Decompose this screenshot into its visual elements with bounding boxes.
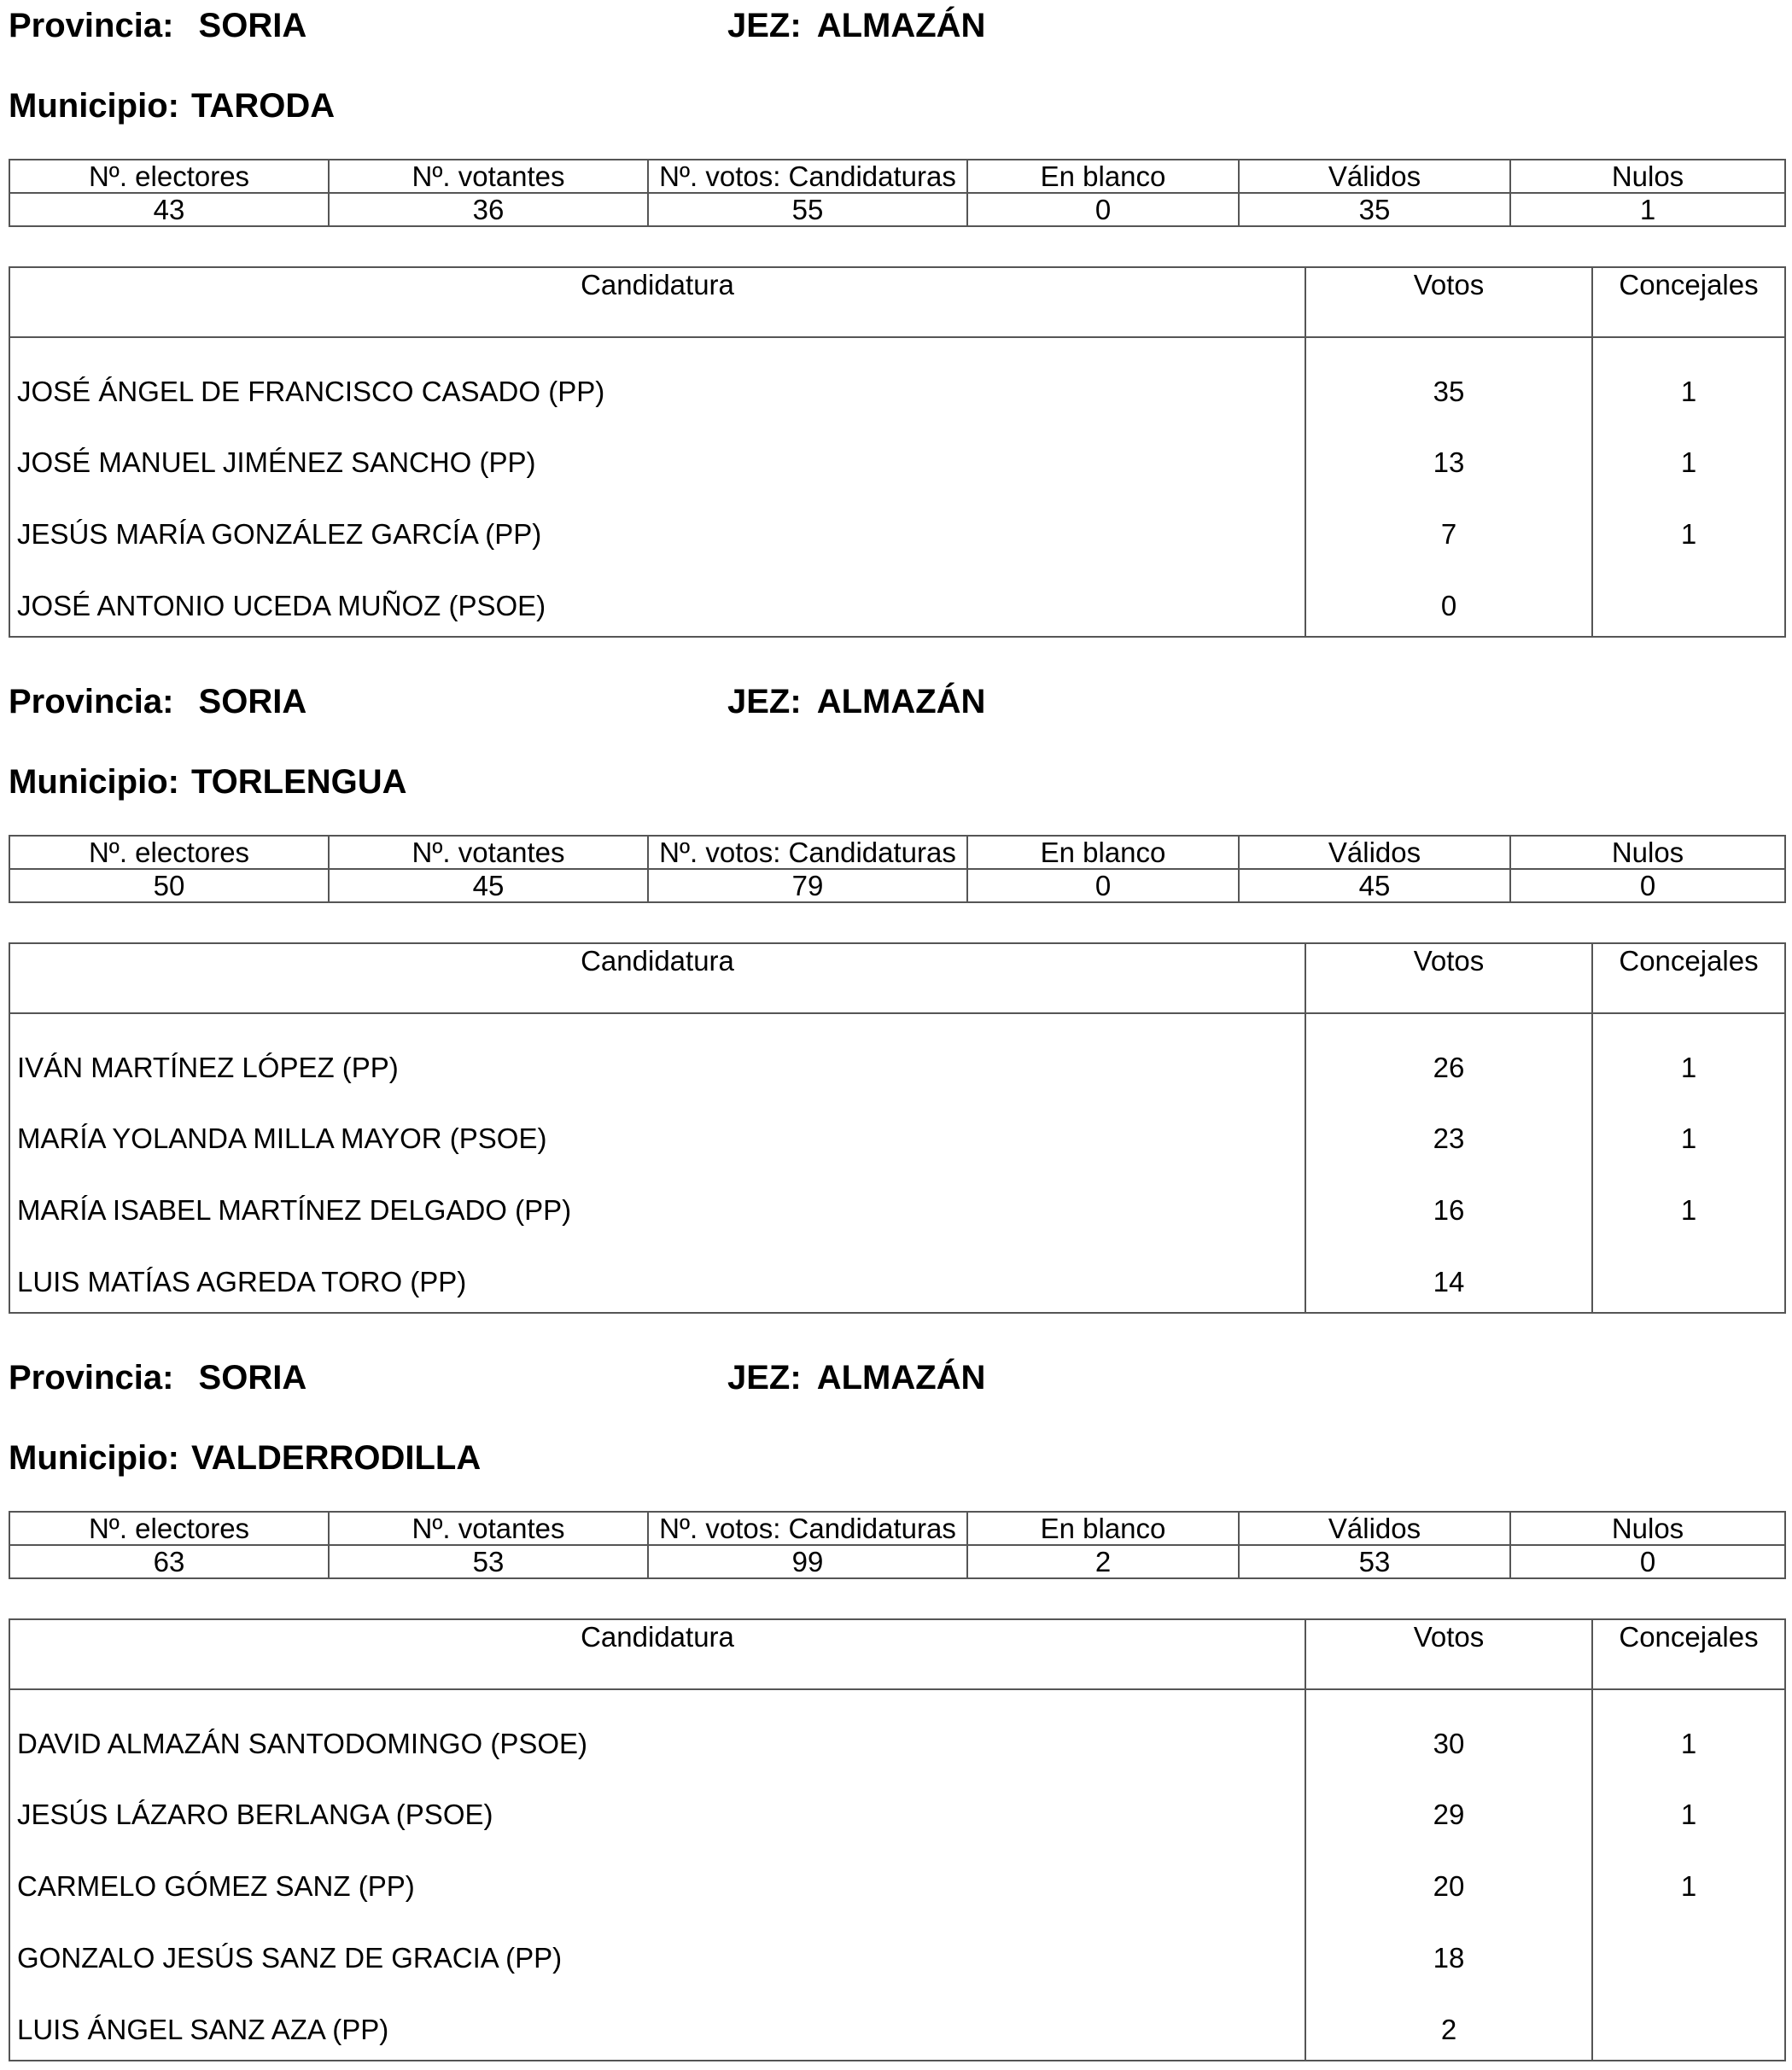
provincia-heading: [9, 1352, 306, 1403]
candidate-votes: 0: [1305, 564, 1592, 637]
stats-value-cell: 1: [1510, 193, 1785, 226]
candidates-table: [9, 1618, 1786, 2061]
municipio-label: Municipio:: [9, 1439, 179, 1477]
stats-header-cell: Nº. votantes: [329, 160, 648, 193]
municipio-heading: [9, 1432, 481, 1484]
candidate-votes: 23: [1305, 1097, 1592, 1169]
candidates-header-row: [9, 267, 1785, 337]
stats-header-cell: Nº. votantes: [329, 1512, 648, 1545]
jez-value: ALMAZÁN: [816, 1359, 986, 1397]
stats-value-cell: 2: [967, 1545, 1239, 1578]
stats-header-row: [9, 1512, 1785, 1545]
stats-value-cell: 99: [648, 1545, 967, 1578]
candidate-row: [9, 421, 1785, 493]
candidate-name: CARMELO GÓMEZ SANZ (PP): [9, 1845, 1305, 1916]
municipio-row: [9, 1432, 1784, 1484]
jez-label: JEZ:: [727, 7, 802, 44]
stats-value-cell: 45: [1239, 869, 1510, 902]
stats-value-row: [9, 1545, 1785, 1578]
stats-header-cell: Nº. votos: Candidaturas: [648, 1512, 967, 1545]
candidates-header-cell: Concejales: [1592, 267, 1785, 337]
candidates-header-row: [9, 943, 1785, 1013]
provincia-value: SORIA: [198, 1359, 307, 1397]
candidate-name: JOSÉ MANUEL JIMÉNEZ SANCHO (PP): [9, 421, 1305, 493]
stats-header-cell: Nº. electores: [9, 160, 329, 193]
stats-header-cell: En blanco: [967, 1512, 1239, 1545]
stats-header-cell: Nº. electores: [9, 836, 329, 869]
candidate-votes: 29: [1305, 1773, 1592, 1845]
candidate-councillors: 1: [1592, 337, 1785, 421]
municipio-label: Municipio:: [9, 763, 179, 801]
candidate-votes: 35: [1305, 337, 1592, 421]
stats-table: [9, 1511, 1786, 1579]
header-row: [9, 676, 1784, 727]
candidates-header-cell: Votos: [1305, 267, 1592, 337]
candidate-councillors: 1: [1592, 1169, 1785, 1240]
candidate-name: DAVID ALMAZÁN SANTODOMINGO (PSOE): [9, 1689, 1305, 1773]
municipio-value: TARODA: [190, 87, 336, 125]
stats-header-cell: Nulos: [1510, 160, 1785, 193]
candidate-row: [9, 1916, 1785, 1988]
candidate-name: GONZALO JESÚS SANZ DE GRACIA (PP): [9, 1916, 1305, 1988]
municipality-section: [9, 0, 1784, 638]
stats-value-cell: 0: [1510, 869, 1785, 902]
provincia-heading: [9, 0, 306, 51]
provincia-label: Provincia:: [9, 683, 174, 720]
jez-heading: [727, 1352, 985, 1403]
jez-heading: [727, 0, 985, 51]
candidate-councillors: [1592, 564, 1785, 637]
stats-value-cell: 53: [329, 1545, 648, 1578]
municipality-section: [9, 676, 1784, 1314]
header-row: [9, 0, 1784, 51]
candidates-header-row: [9, 1619, 1785, 1689]
candidate-councillors: [1592, 1916, 1785, 1988]
candidates-header-cell: Candidatura: [9, 1619, 1305, 1689]
candidate-councillors: 1: [1592, 493, 1785, 564]
stats-header-row: [9, 836, 1785, 869]
stats-table: [9, 835, 1786, 903]
candidate-councillors: [1592, 1240, 1785, 1313]
candidate-votes: 16: [1305, 1169, 1592, 1240]
stats-value-cell: 63: [9, 1545, 329, 1578]
stats-value-cell: 36: [329, 193, 648, 226]
provincia-value: SORIA: [198, 7, 307, 44]
candidates-header-cell: Votos: [1305, 943, 1592, 1013]
municipio-row: [9, 756, 1784, 808]
candidate-votes: 20: [1305, 1845, 1592, 1916]
candidate-name: JESÚS MARÍA GONZÁLEZ GARCÍA (PP): [9, 493, 1305, 564]
stats-value-cell: 35: [1239, 193, 1510, 226]
stats-value-cell: 79: [648, 869, 967, 902]
candidate-name: JOSÉ ANTONIO UCEDA MUÑOZ (PSOE): [9, 564, 1305, 637]
candidates-header-cell: Concejales: [1592, 1619, 1785, 1689]
stats-header-cell: En blanco: [967, 836, 1239, 869]
candidate-councillors: 1: [1592, 1773, 1785, 1845]
provincia-value: SORIA: [198, 683, 307, 720]
municipio-value: VALDERRODILLA: [190, 1439, 482, 1477]
municipality-section: [9, 1352, 1784, 2061]
stats-value-cell: 55: [648, 193, 967, 226]
candidate-votes: 13: [1305, 421, 1592, 493]
candidate-row: [9, 493, 1785, 564]
candidate-councillors: 1: [1592, 421, 1785, 493]
jez-heading: [727, 676, 985, 727]
candidate-name: JOSÉ ÁNGEL DE FRANCISCO CASADO (PP): [9, 337, 1305, 421]
candidate-row: [9, 1097, 1785, 1169]
header-row: [9, 1352, 1784, 1403]
municipio-label: Municipio:: [9, 87, 179, 125]
jez-value: ALMAZÁN: [816, 7, 986, 44]
stats-header-cell: En blanco: [967, 160, 1239, 193]
candidate-row: [9, 1169, 1785, 1240]
stats-header-cell: Válidos: [1239, 836, 1510, 869]
candidate-councillors: 1: [1592, 1013, 1785, 1097]
stats-value-row: [9, 869, 1785, 902]
stats-value-cell: 50: [9, 869, 329, 902]
jez-label: JEZ:: [727, 683, 802, 720]
candidate-name: MARÍA YOLANDA MILLA MAYOR (PSOE): [9, 1097, 1305, 1169]
candidate-name: LUIS MATÍAS AGREDA TORO (PP): [9, 1240, 1305, 1313]
jez-label: JEZ:: [727, 1359, 802, 1397]
candidate-name: LUIS ÁNGEL SANZ AZA (PP): [9, 1988, 1305, 2061]
municipio-heading: [9, 756, 407, 808]
jez-value: ALMAZÁN: [816, 683, 986, 720]
candidate-councillors: 1: [1592, 1097, 1785, 1169]
candidate-row: [9, 1845, 1785, 1916]
stats-value-cell: 0: [967, 193, 1239, 226]
stats-header-cell: Nulos: [1510, 836, 1785, 869]
municipio-heading: [9, 80, 335, 131]
provincia-label: Provincia:: [9, 7, 174, 44]
candidate-row: [9, 337, 1785, 421]
candidate-row: [9, 1013, 1785, 1097]
stats-value-row: [9, 193, 1785, 226]
provincia-label: Provincia:: [9, 1359, 174, 1397]
candidate-votes: 26: [1305, 1013, 1592, 1097]
candidate-row: [9, 1689, 1785, 1773]
candidates-header-cell: Votos: [1305, 1619, 1592, 1689]
stats-header-cell: Nº. votantes: [329, 836, 648, 869]
candidate-votes: 2: [1305, 1988, 1592, 2061]
candidates-table: [9, 266, 1786, 638]
stats-header-cell: Válidos: [1239, 160, 1510, 193]
candidate-row: [9, 1240, 1785, 1313]
municipio-row: [9, 80, 1784, 131]
candidate-councillors: 1: [1592, 1845, 1785, 1916]
candidate-votes: 7: [1305, 493, 1592, 564]
stats-header-row: [9, 160, 1785, 193]
candidate-councillors: 1: [1592, 1689, 1785, 1773]
candidate-row: [9, 1773, 1785, 1845]
municipio-value: TORLENGUA: [190, 763, 407, 801]
stats-header-cell: Nulos: [1510, 1512, 1785, 1545]
stats-header-cell: Válidos: [1239, 1512, 1510, 1545]
candidate-name: IVÁN MARTÍNEZ LÓPEZ (PP): [9, 1013, 1305, 1097]
stats-value-cell: 53: [1239, 1545, 1510, 1578]
candidates-header-cell: Candidatura: [9, 267, 1305, 337]
candidates-header-cell: Concejales: [1592, 943, 1785, 1013]
provincia-heading: [9, 676, 306, 727]
candidate-name: MARÍA ISABEL MARTÍNEZ DELGADO (PP): [9, 1169, 1305, 1240]
candidate-row: [9, 1988, 1785, 2061]
candidate-votes: 30: [1305, 1689, 1592, 1773]
candidates-header-cell: Candidatura: [9, 943, 1305, 1013]
candidate-votes: 14: [1305, 1240, 1592, 1313]
stats-header-cell: Nº. votos: Candidaturas: [648, 836, 967, 869]
candidate-councillors: [1592, 1988, 1785, 2061]
stats-table: [9, 159, 1786, 227]
stats-value-cell: 43: [9, 193, 329, 226]
candidates-table: [9, 942, 1786, 1314]
stats-value-cell: 0: [1510, 1545, 1785, 1578]
stats-header-cell: Nº. votos: Candidaturas: [648, 160, 967, 193]
candidate-name: JESÚS LÁZARO BERLANGA (PSOE): [9, 1773, 1305, 1845]
stats-header-cell: Nº. electores: [9, 1512, 329, 1545]
candidate-votes: 18: [1305, 1916, 1592, 1988]
stats-value-cell: 45: [329, 869, 648, 902]
stats-value-cell: 0: [967, 869, 1239, 902]
candidate-row: [9, 564, 1785, 637]
